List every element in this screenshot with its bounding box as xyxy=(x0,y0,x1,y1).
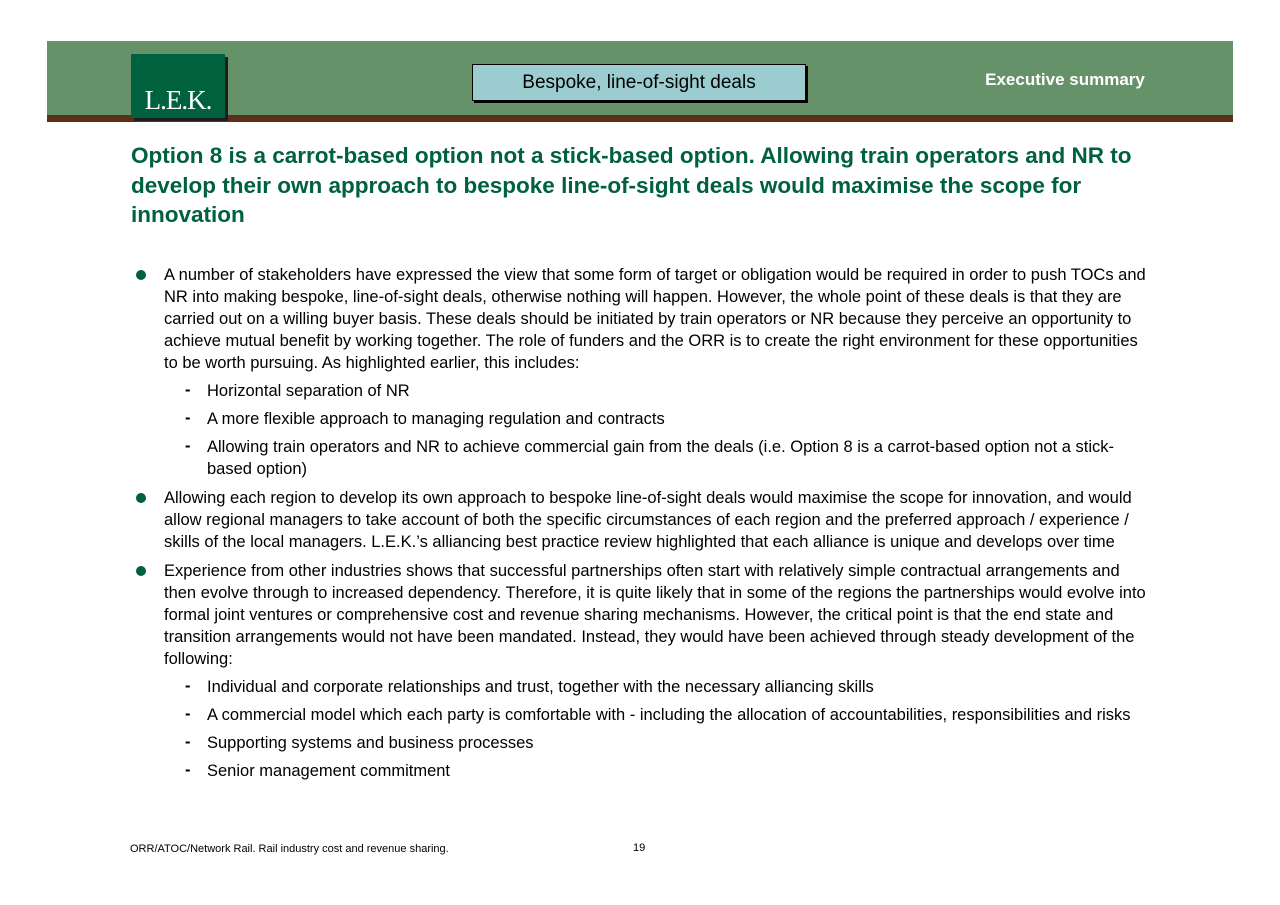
sub-bullet-item xyxy=(185,380,1154,402)
dash-icon: - xyxy=(185,761,191,779)
sub-bullet-text: Supporting systems and business processes xyxy=(207,734,534,752)
sub-bullet-text: A commercial model which each party is comfortable with - including the allocation of accountabilities, responsibilities and risks xyxy=(207,706,1131,724)
logo-text: L.E.K. xyxy=(144,85,212,115)
bullet-item xyxy=(164,560,1154,782)
bullet-list xyxy=(164,264,1154,789)
sub-bullet-text: Individual and corporate relationships and trust, together with the necessary alliancing skills xyxy=(207,678,874,696)
sub-bullet-text: Allowing train operators and NR to achieve commercial gain from the deals (i.e. Option 8 is a carrot-based option not a stick-based option) xyxy=(207,438,1115,478)
sub-bullet-item xyxy=(185,676,1154,698)
bullet-dot-icon xyxy=(136,566,146,576)
bullet-item xyxy=(164,487,1154,553)
sub-bullet-item xyxy=(185,732,1154,754)
dash-icon: - xyxy=(185,677,191,695)
footer-source: ORR/ATOC/Network Rail. Rail industry cost and revenue sharing. xyxy=(130,843,449,855)
page-number: 19 xyxy=(633,842,646,854)
section-label-box: Bespoke, line-of-sight deals xyxy=(472,64,806,101)
dash-icon: - xyxy=(185,437,191,455)
sub-bullet-text: Senior management commitment xyxy=(207,762,451,780)
sub-bullet-text: Horizontal separation of NR xyxy=(207,382,410,400)
bullet-dot-icon xyxy=(136,270,146,280)
dash-icon: - xyxy=(185,381,191,399)
sub-bullet-list xyxy=(164,380,1154,480)
sub-bullet-item xyxy=(185,408,1154,430)
lek-logo xyxy=(131,54,225,118)
sub-bullet-item xyxy=(185,760,1154,782)
bullet-item xyxy=(164,264,1154,480)
sub-bullet-text: A more flexible approach to managing regulation and contracts xyxy=(207,410,665,428)
dash-icon: - xyxy=(185,733,191,751)
sub-bullet-list xyxy=(164,676,1154,782)
document-section-title: Executive summary xyxy=(985,70,1145,89)
dash-icon: - xyxy=(185,705,191,723)
sub-bullet-item xyxy=(185,436,1154,480)
bullet-text: A number of stakeholders have expressed the view that some form of target or obligation would be required in order to push TOCs and NR into making bespoke, line-of-sight deals, otherwise nothing will happen. However, the whole point of these deals is that they are carried out on a willing buyer basis. These deals should be initiated by train operators or NR because they perceive an opportunity to achieve mutual benefit by working together. The role of funders and the ORR is to create the right environment for these opportunities to be worth pursuing. As highlighted earlier, this includes: xyxy=(164,266,1146,372)
bullet-text: Allowing each region to develop its own approach to bespoke line-of-sight deals would maximise the scope for innovation, and would allow regional managers to take account of both the specific circumstances of each region and the preferred approach / experience / skills of the local managers. L.E.K.’s alliancing best practice review highlighted that each alliance is unique and develops over time xyxy=(164,489,1132,551)
sub-bullet-item xyxy=(185,704,1154,726)
dash-icon: - xyxy=(185,409,191,427)
slide-headline: Option 8 is a carrot-based option not a stick-based option. Allowing train operators and NR to develop their own approach to bespoke line-of-sight deals would maximise the scope for innovation xyxy=(131,143,1132,227)
bullet-dot-icon xyxy=(136,493,146,503)
bullet-text: Experience from other industries shows that successful partnerships often start with relatively simple contractual arrangements and then evolve through to increased dependency. Therefore, it is quite likely that in some of the regions the partnerships would evolve into formal joint ventures or comprehensive cost and revenue sharing mechanisms. However, the critical point is that the end state and transition arrangements would not have been mandated. Instead, they would have been achieved through steady development of the following: xyxy=(164,562,1146,668)
